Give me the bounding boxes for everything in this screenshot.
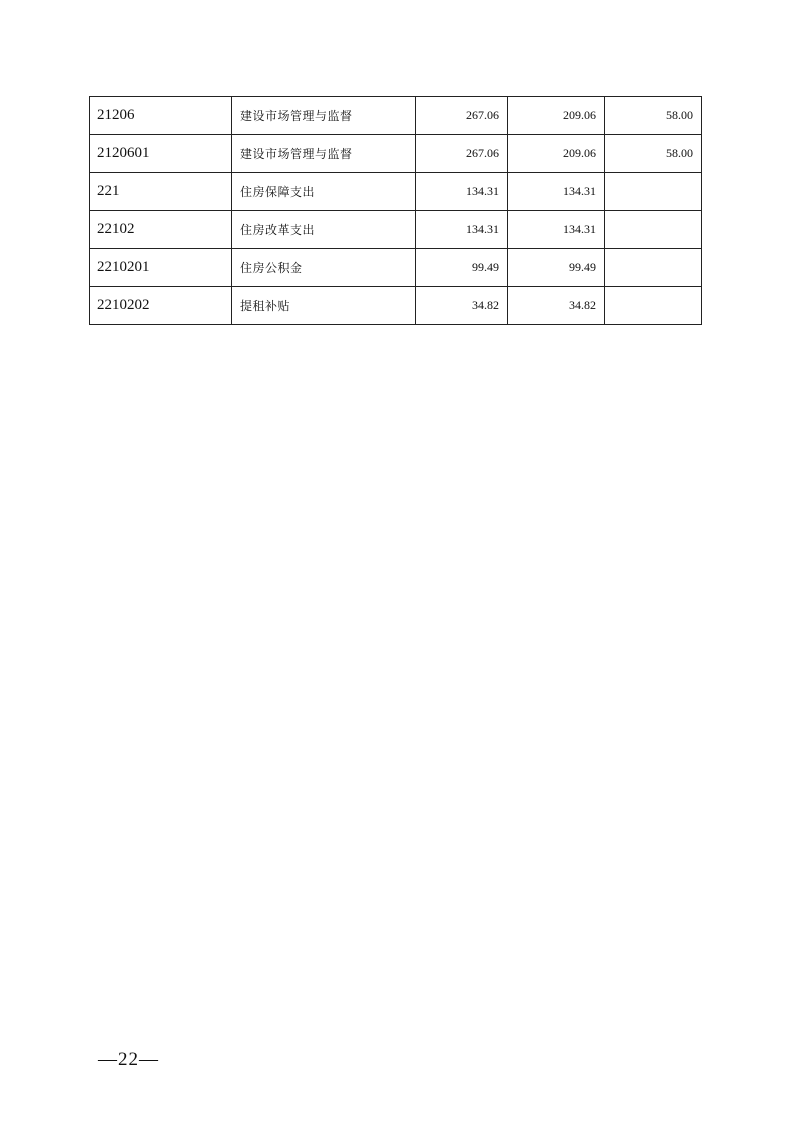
subject-code: 21206	[90, 97, 232, 135]
project-expenditure	[605, 249, 702, 287]
total-amount: 34.82	[416, 287, 508, 325]
page-number: —22—	[98, 1049, 159, 1070]
subject-name: 住房公积金	[232, 249, 416, 287]
subject-name: 建设市场管理与监督	[232, 135, 416, 173]
project-expenditure: 58.00	[605, 97, 702, 135]
table-row	[90, 211, 702, 249]
total-amount: 134.31	[416, 211, 508, 249]
subject-code: 22102	[90, 211, 232, 249]
project-expenditure	[605, 211, 702, 249]
basic-expenditure: 209.06	[508, 135, 605, 173]
budget-table	[89, 96, 702, 325]
table-row	[90, 97, 702, 135]
basic-expenditure: 34.82	[508, 287, 605, 325]
basic-expenditure: 134.31	[508, 211, 605, 249]
subject-name: 建设市场管理与监督	[232, 97, 416, 135]
subject-code: 221	[90, 173, 232, 211]
table-row	[90, 287, 702, 325]
basic-expenditure: 209.06	[508, 97, 605, 135]
table-row	[90, 135, 702, 173]
basic-expenditure: 134.31	[508, 173, 605, 211]
project-expenditure	[605, 173, 702, 211]
basic-expenditure: 99.49	[508, 249, 605, 287]
table-row	[90, 173, 702, 211]
total-amount: 134.31	[416, 173, 508, 211]
project-expenditure: 58.00	[605, 135, 702, 173]
subject-code: 2210202	[90, 287, 232, 325]
subject-name: 住房改革支出	[232, 211, 416, 249]
table-row	[90, 249, 702, 287]
total-amount: 267.06	[416, 97, 508, 135]
subject-name: 住房保障支出	[232, 173, 416, 211]
subject-code: 2210201	[90, 249, 232, 287]
total-amount: 267.06	[416, 135, 508, 173]
subject-code: 2120601	[90, 135, 232, 173]
total-amount: 99.49	[416, 249, 508, 287]
subject-name: 提租补贴	[232, 287, 416, 325]
project-expenditure	[605, 287, 702, 325]
